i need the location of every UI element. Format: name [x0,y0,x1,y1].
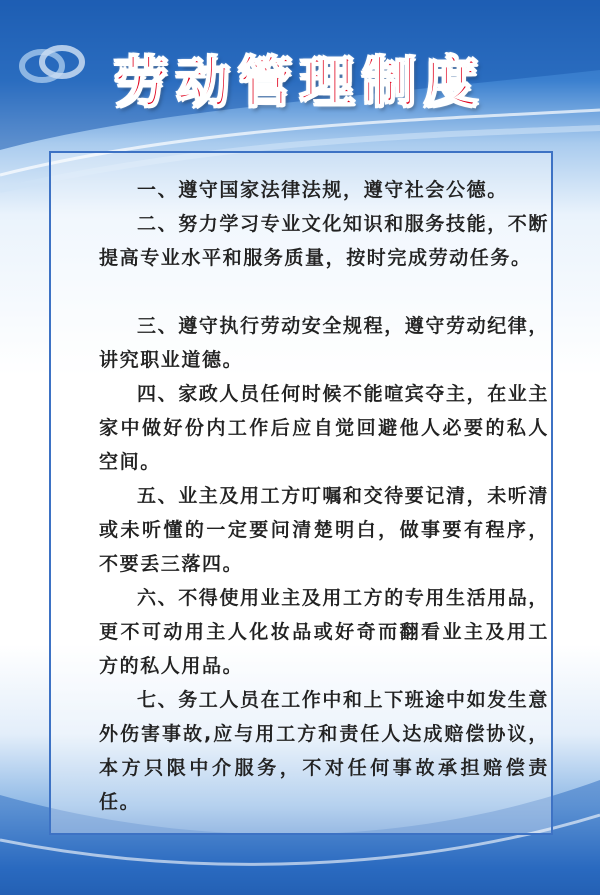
rule-item-7: 七、务工人员在工作中和上下班途中如发生意外伤害事故,应与用工方和责任人达成赔偿协议，本方只限中介服务，不对任何事故承担赔偿责任。 [99,689,550,813]
rule-item-5: 五、业主及用工方叮嘱和交待要记清，未听清或未听懂的一定要问清楚明白，做事要有程序，不要丢三落四。 [99,485,550,575]
rule-item-2: 二、努力学习专业文化知识和服务技能，不断提高专业水平和服务质量，按时完成劳动任务。 [99,213,550,269]
rule-item-1: 一、遵守国家法律法规，遵守社会公德。 [137,179,508,201]
rule-item-3: 三、遵守执行劳动安全规程，遵守劳动纪律，讲究职业道德。 [99,315,550,371]
rule-item-6: 六、不得使用业主及用工方的专用生活用品，更不可动用主人化妆品或好奇而翻看业主及用工方的私人用品。 [99,587,550,677]
rule-item-4: 四、家政人员任何时候不能喧宾夺主，在业主家中做好份内工作后应自觉回避他人必要的私人空间。 [99,383,550,473]
page-title: 劳动管理制度 [114,51,486,114]
rules-panel [49,151,553,835]
